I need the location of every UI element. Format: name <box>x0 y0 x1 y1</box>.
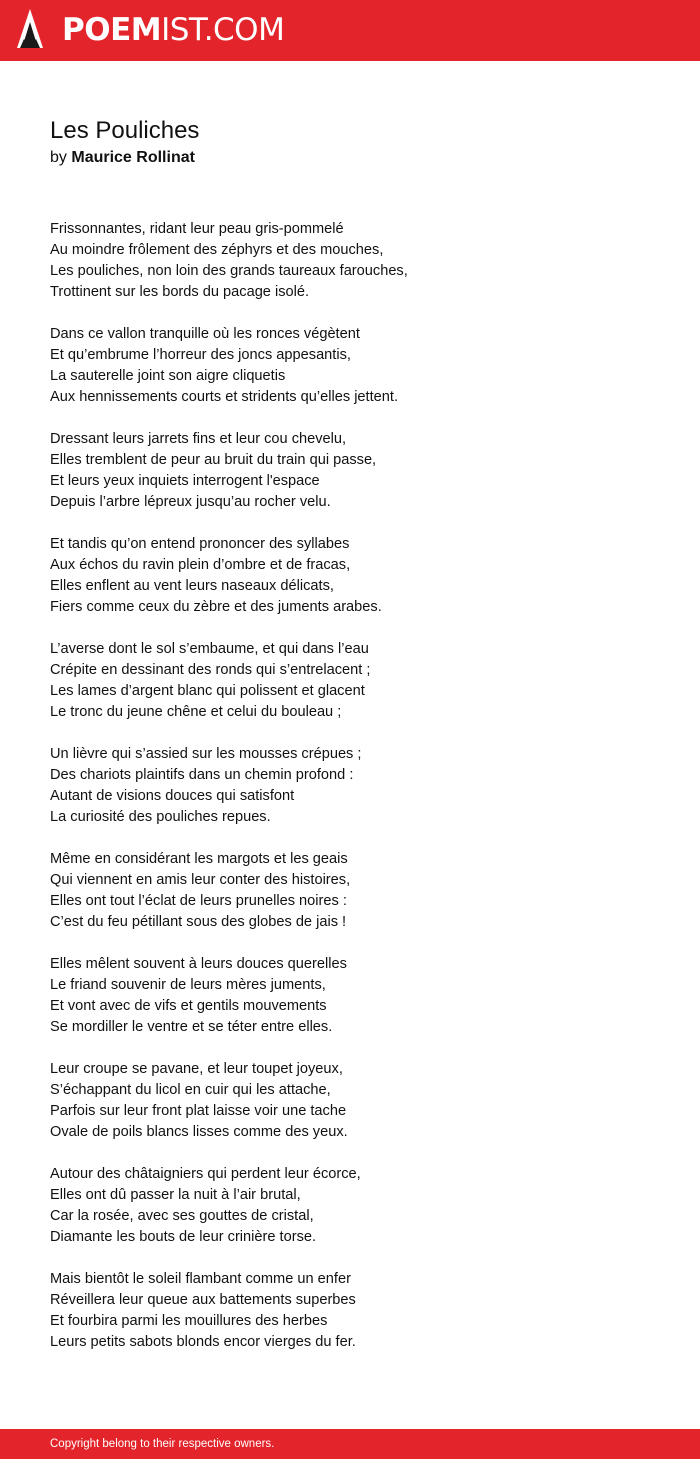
stanza <box>50 639 670 723</box>
poem-line: Dressant leurs jarrets fins et leur cou chevelu, <box>50 431 347 447</box>
poem-line: Et tandis qu’on entend prononcer des syllabes <box>50 536 350 552</box>
poem-line: Aux hennissements courts et stridents qu’elles jettent. <box>50 389 398 405</box>
poem-line: La curiosité des pouliches repues. <box>50 809 271 825</box>
stanza <box>50 429 670 513</box>
poem-line: La sauterelle joint son aigre cliquetis <box>50 368 286 384</box>
poem-line: Car la rosée, avec ses gouttes de cristal, <box>50 1208 314 1224</box>
by-label: by <box>50 149 67 166</box>
poem-line: Mais bientôt le soleil flambant comme un enfer <box>50 1271 351 1287</box>
poem-line: Les lames d’argent blanc qui polissent et glacent <box>50 683 365 699</box>
poem-line: Frissonnantes, ridant leur peau gris-pommelé <box>50 221 344 237</box>
stanza <box>50 744 670 828</box>
poem-line: Depuis l’arbre lépreux jusqu’au rocher velu. <box>50 494 331 510</box>
poem-line: Elles ont dû passer la nuit à l’air brutal, <box>50 1187 301 1203</box>
poem-line: Des chariots plaintifs dans un chemin profond : <box>50 767 354 783</box>
poem-line: Elles mêlent souvent à leurs douces querelles <box>50 956 347 972</box>
poem-line: C’est du feu pétillant sous des globes de jais ! <box>50 914 347 930</box>
poem-line: S’échappant du licol en cuir qui les attache, <box>50 1082 331 1098</box>
poem-line: Réveillera leur queue aux battements superbes <box>50 1292 356 1308</box>
stanza <box>50 1164 670 1248</box>
copyright-notice: Copyright belong to their respective owners. <box>50 1438 275 1450</box>
poem-line: Dans ce vallon tranquille où les ronces végètent <box>50 326 360 342</box>
poem-line: Le friand souvenir de leurs mères juments, <box>50 977 326 993</box>
pencil-tip-icon[interactable] <box>16 8 44 52</box>
poem-line: Ovale de poils blancs lisses comme des yeux. <box>50 1124 348 1140</box>
site-footer <box>0 1429 700 1459</box>
poem-body <box>50 219 670 1374</box>
poem-line: Se mordiller le ventre et se téter entre elles. <box>50 1019 333 1035</box>
poem-line: Leurs petits sabots blonds encor vierges du fer. <box>50 1334 356 1350</box>
poem-line: Et leurs yeux inquiets interrogent l'espace <box>50 473 320 489</box>
stanza <box>50 1269 670 1353</box>
stanza <box>50 954 670 1038</box>
poem-line: Et vont avec de vifs et gentils mouvements <box>50 998 327 1014</box>
poem-line: Au moindre frôlement des zéphyrs et des mouches, <box>50 242 384 258</box>
poem-byline <box>50 147 195 169</box>
poem-line: Crépite en dessinant des ronds qui s’entrelacent ; <box>50 662 371 678</box>
poem-line: L’averse dont le sol s’embaume, et qui dans l’eau <box>50 641 369 657</box>
poem-line: Trottinent sur les bords du pacage isolé. <box>50 284 310 300</box>
poem-line: Elles enflent au vent leurs naseaux délicats, <box>50 578 334 594</box>
logo-bold-text: POEM <box>62 12 162 48</box>
poem-line: Et qu’embrume l’horreur des joncs appesantis, <box>50 347 351 363</box>
poem-line: Qui viennent en amis leur conter des histoires, <box>50 872 351 888</box>
site-logo[interactable] <box>62 11 284 49</box>
logo-light-text: IST.COM <box>161 12 285 48</box>
poem-line: Même en considérant les margots et les geais <box>50 851 348 867</box>
poem-line: Elles tremblent de peur au bruit du train qui passe, <box>50 452 377 468</box>
poem-line: Et fourbira parmi les mouillures des herbes <box>50 1313 328 1329</box>
poem-line: Parfois sur leur front plat laisse voir une tache <box>50 1103 347 1119</box>
poem-line: Autant de visions douces qui satisfont <box>50 788 295 804</box>
poem-line: Elles ont tout l’éclat de leurs prunelles noires : <box>50 893 347 909</box>
poem-line: Les pouliches, non loin des grands taureaux farouches, <box>50 263 408 279</box>
poem-line: Le tronc du jeune chêne et celui du bouleau ; <box>50 704 342 720</box>
stanza <box>50 849 670 933</box>
poem-line: Un lièvre qui s’assied sur les mousses crépues ; <box>50 746 362 762</box>
stanza <box>50 219 670 303</box>
poem-line: Diamante les bouts de leur crinière torse. <box>50 1229 317 1245</box>
poem-line: Autour des châtaigniers qui perdent leur écorce, <box>50 1166 361 1182</box>
poem-line: Leur croupe se pavane, et leur toupet joyeux, <box>50 1061 343 1077</box>
poem-line: Fiers comme ceux du zèbre et des juments arabes. <box>50 599 382 615</box>
stanza <box>50 324 670 408</box>
poem-title: Les Pouliches <box>50 117 200 144</box>
stanza <box>50 534 670 618</box>
poem-author: Maurice Rollinat <box>71 149 195 166</box>
poem-line: Aux échos du ravin plein d’ombre et de fracas, <box>50 557 351 573</box>
site-header <box>0 0 700 61</box>
stanza <box>50 1059 670 1143</box>
